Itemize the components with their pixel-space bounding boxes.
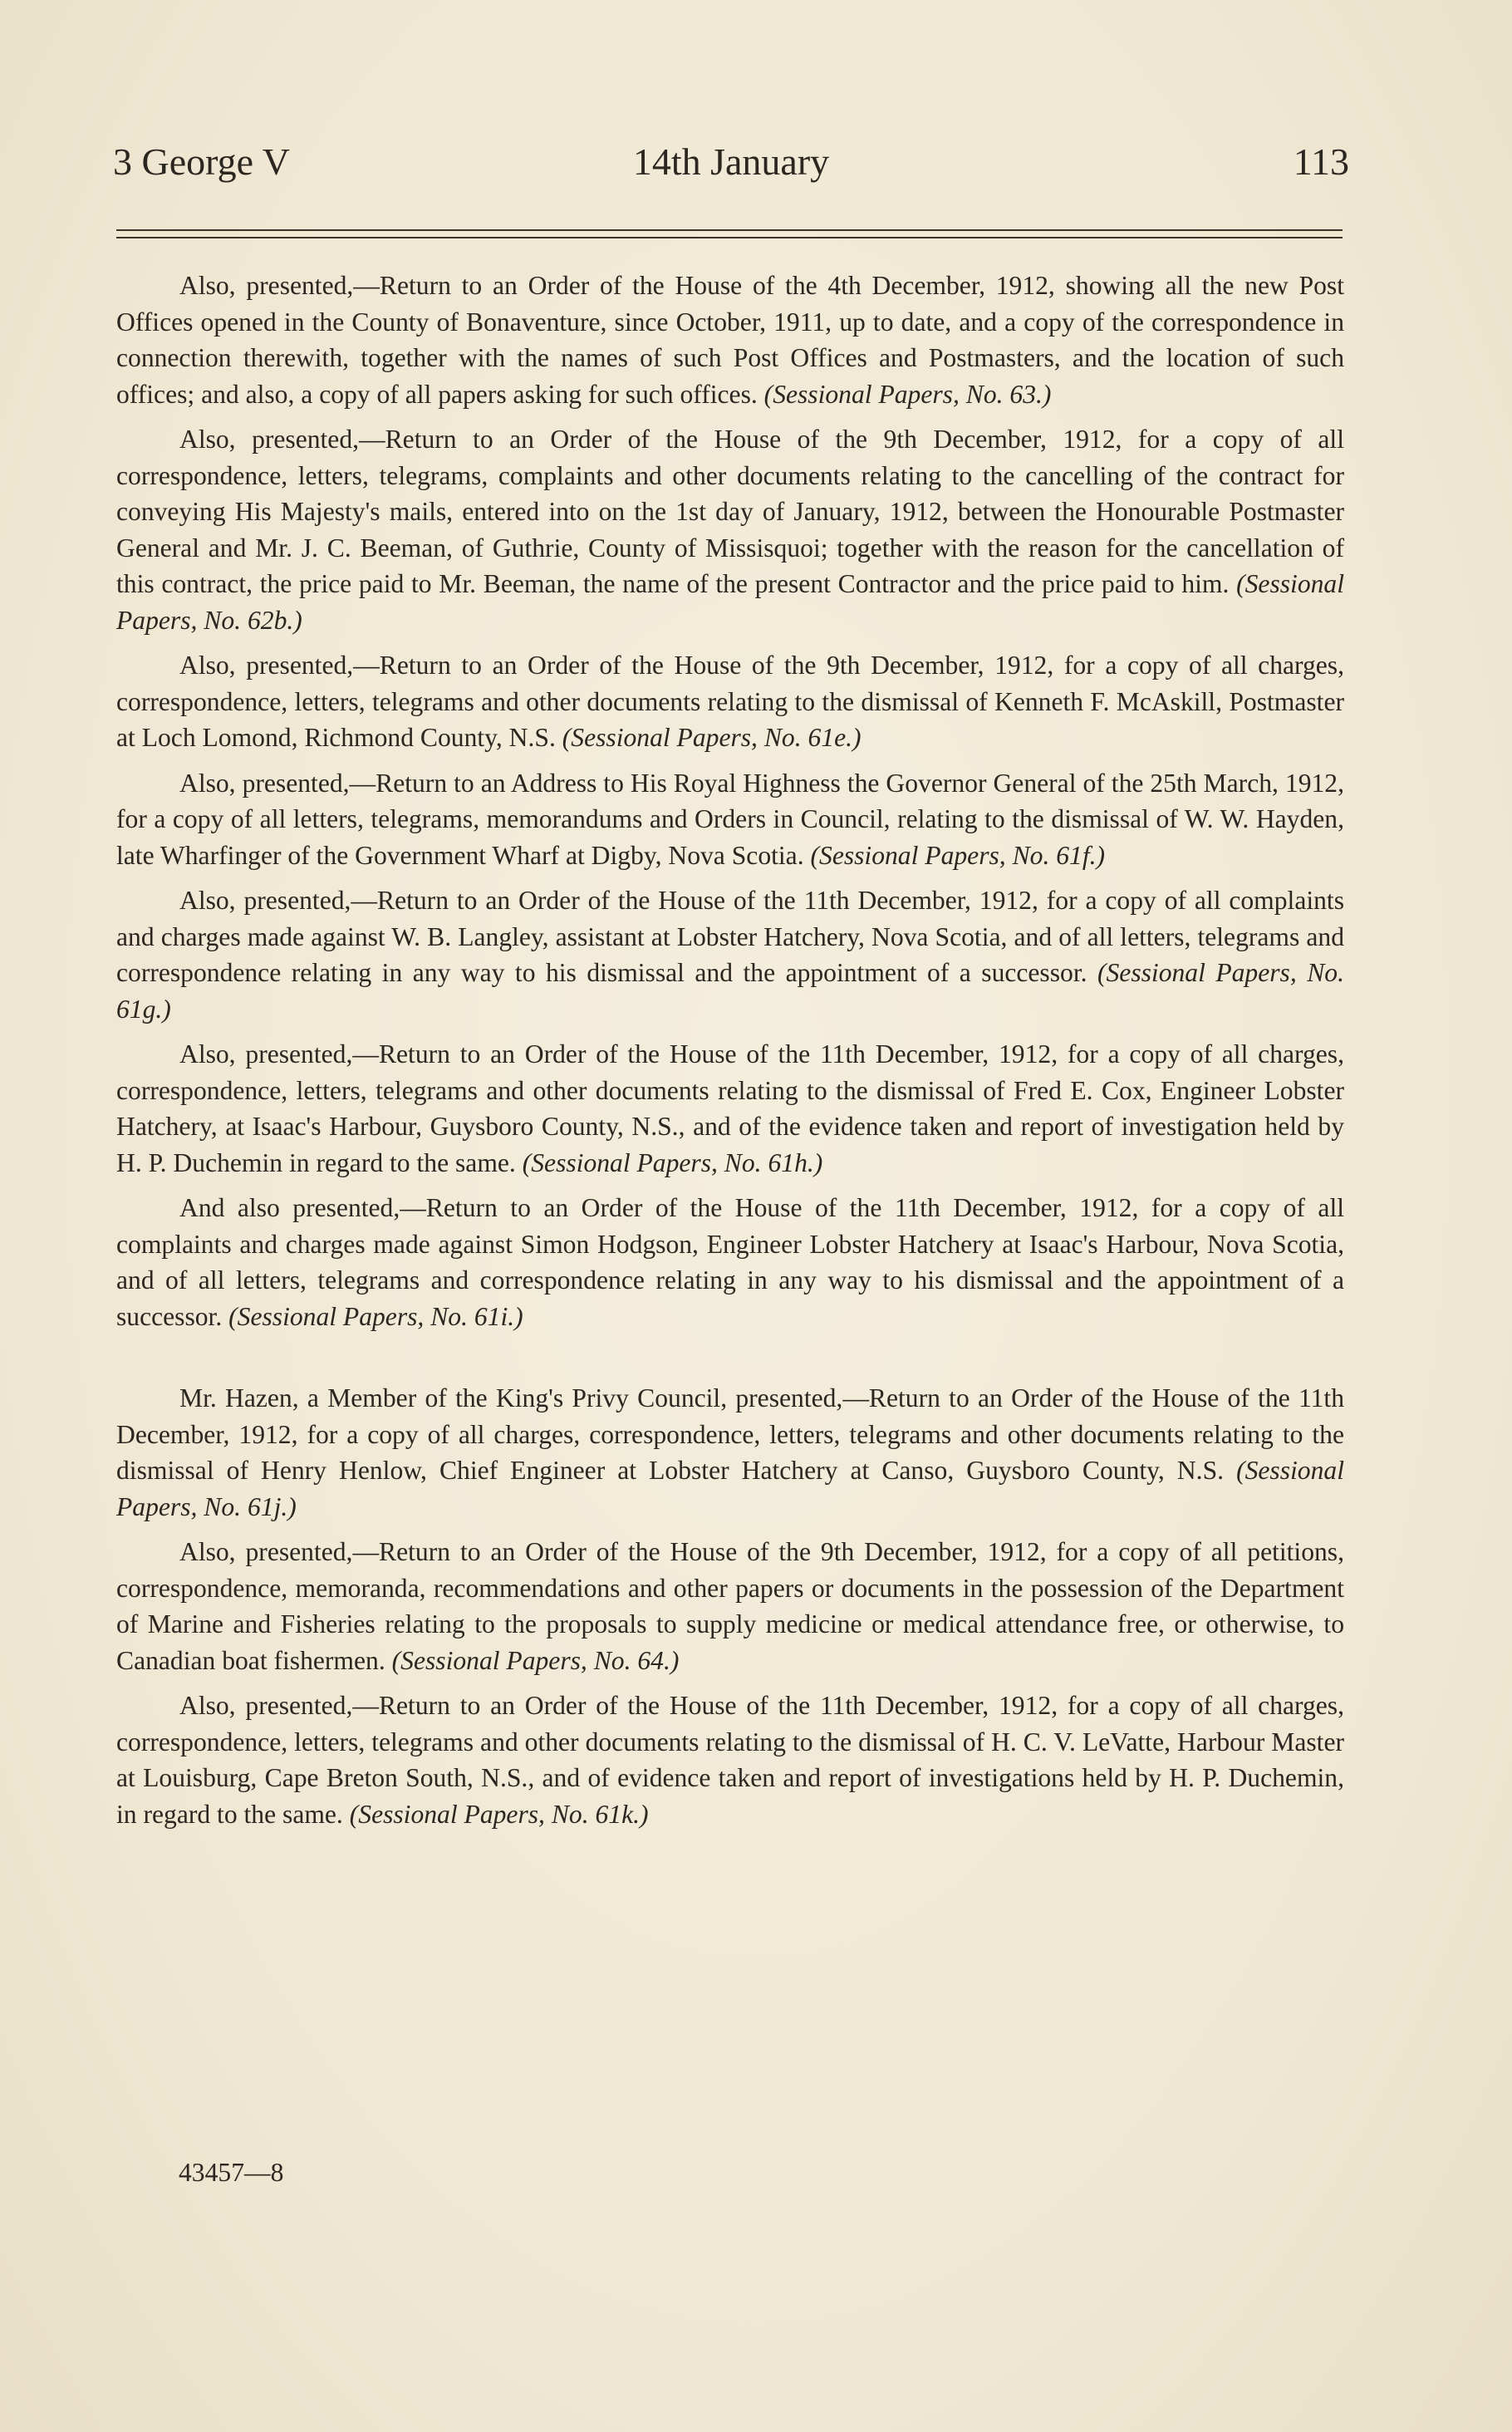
paragraph-9 — [116, 1534, 1344, 1678]
paragraph-2 — [116, 421, 1344, 638]
sessional-paper-ref: (Sessional Papers, No. 61h.) — [522, 1147, 823, 1177]
paragraph-text: Also, presented,—Return to an Address to His Royal Highness the Governor General of the 25th March, 1912, for a copy of all letters, telegrams, memorandums and Orders in Council, relating to the dismissal of W. W. Hayden, late Wharfinger of the Government Wharf at Digby, Nova Scotia. — [116, 768, 1344, 870]
header-rule-top — [116, 229, 1343, 231]
paragraph-1 — [116, 268, 1344, 412]
paragraph-7 — [116, 1190, 1344, 1334]
sessional-paper-ref: (Sessional Papers, No. 62b.) — [116, 569, 1344, 635]
paragraph-text: And also presented,—Return to an Order of the House of the 11th December, 1912, for a copy of all complaints and charges made against Simon Hodgson, Engineer Lobster Hatchery at Isaac's Harbour, Nova Scotia, and of all letters, telegrams and correspondence relating in any way to his dismissal and the appointment of a successor. — [116, 1193, 1344, 1331]
paragraph-text: Also, presented,—Return to an Order of the House of the 9th December, 1912, for a copy of all correspondence, letters, telegrams, complaints and other documents relating to the cancelling of the contract for conveying His Majesty's mails, entered into on the 1st day of January, 1912, between the Honourable Postmaster General and Mr. J. C. Beeman, of Guthrie, County of Missisquoi; together with the reason for the cancellation of this contract, the price paid to Mr. Beeman, the name of the present Contractor and the price paid to him. — [116, 425, 1344, 598]
paragraph-4 — [116, 765, 1344, 874]
header-rule-bottom — [116, 237, 1343, 238]
sessional-paper-ref: (Sessional Papers, No. 64.) — [391, 1645, 680, 1675]
header-date: 14th January — [632, 140, 830, 183]
sessional-paper-ref: (Sessional Papers, No. 61e.) — [562, 723, 862, 752]
paragraph-text: Mr. Hazen, a Member of the King's Privy Council, presented,—Return to an Order of the House of the 11th December, 1912, for a copy of all charges, correspondence, letters, telegrams and other documents relating to the dismissal of Henry Henlow, Chief Engineer at Lobster Hatchery at Canso, Guysboro County, N.S. — [116, 1383, 1344, 1485]
paragraph-5 — [116, 882, 1344, 1027]
sessional-paper-ref: (Sessional Papers, No. 61i.) — [228, 1301, 523, 1331]
paragraph-6 — [116, 1036, 1344, 1181]
journal-body — [116, 268, 1344, 1841]
page-number: 113 — [1293, 140, 1349, 183]
sessional-paper-ref: (Sessional Papers, No. 61k.) — [349, 1799, 649, 1829]
sessional-paper-ref: (Sessional Papers, No. 63.) — [763, 379, 1052, 409]
paragraph-text: Also, presented,—Return to an Order of the House of the 9th December, 1912, for a copy of all petitions, correspondence, memoranda, recommendations and other papers or documents in the possession of the Department of Marine and Fisheries relating to the proposals to supply medicine or medical attendance free, or otherwise, to Canadian boat fishermen. — [116, 1537, 1344, 1675]
printer-signature: 43457—8 — [179, 2158, 284, 2187]
paragraph-text: Also, presented,—Return to an Order of the House of the 4th December, 1912, showing all the new Post Offices opened in the County of Bonaventure, since October, 1911, up to date, and a copy of the correspondence in connection therewith, together with the names of such Post Offices and Postmasters, and the location of such offices; and also, a copy of all papers asking for such offices. — [116, 271, 1344, 409]
sessional-paper-ref: (Sessional Papers, No. 61g.) — [116, 958, 1344, 1024]
paragraph-text: Also, presented,—Return to an Order of the House of the 11th December, 1912, for a copy of all charges, correspondence, letters, telegrams and other documents relating to the dismissal of Fred E. Cox, Engineer Lobster Hatchery, at Isaac's Harbour, Guysboro County, N.S., and of the evidence taken and report of investigation held by H. P. Duchemin in regard to the same. — [116, 1039, 1344, 1177]
paragraph-10 — [116, 1688, 1344, 1832]
header-regnal-year: 3 George V — [113, 140, 290, 183]
paragraph-text: Also, presented,—Return to an Order of the House of the 11th December, 1912, for a copy of all complaints and charges made against W. B. Langley, assistant at Lobster Hatchery, Nova Scotia, and of all letters, telegrams and correspondence relating in any way to his dismissal and the appointment of a successor. — [116, 886, 1344, 987]
page-header — [113, 140, 1349, 189]
paragraph-8 — [116, 1380, 1344, 1525]
paragraph-3 — [116, 647, 1344, 756]
paragraph-text: Also, presented,—Return to an Order of the House of the 11th December, 1912, for a copy of all charges, correspondence, letters, telegrams and other documents relating to the dismissal of H. C. V. LeVatte, Harbour Master at Louisburg, Cape Breton South, N.S., and of evidence taken and report of investigations held by H. P. Duchemin, in regard to the same. — [116, 1691, 1344, 1829]
paragraph-text: Also, presented,—Return to an Order of the House of the 9th December, 1912, for a copy of all charges, correspondence, letters, telegrams and other documents relating to the dismissal of Kenneth F. McAskill, Postmaster at Loch Lomond, Richmond County, N.S. — [116, 651, 1344, 752]
sessional-paper-ref: (Sessional Papers, No. 61j.) — [116, 1456, 1344, 1521]
sessional-paper-ref: (Sessional Papers, No. 61f.) — [810, 840, 1106, 870]
